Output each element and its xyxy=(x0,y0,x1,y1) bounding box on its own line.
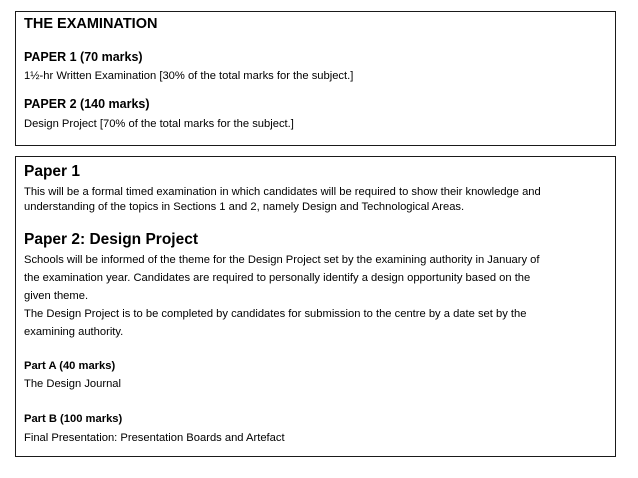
examination-summary-box xyxy=(15,11,616,146)
paper2-title: Paper 2: Design Project xyxy=(24,231,199,248)
paper1-text-line: This will be a formal timed examination in which candidates will be required to show their knowledge and xyxy=(24,186,541,198)
paper2-text-line: The Design Project is to be completed by candidates for submission to the centre by a date set by the xyxy=(24,308,527,320)
partA-text: The Design Journal xyxy=(24,378,122,390)
examination-details-box xyxy=(15,156,616,457)
paper2-heading: PAPER 2 (140 marks) xyxy=(24,97,150,111)
partB-text: Final Presentation: Presentation Boards and Artefact xyxy=(24,432,285,444)
paper1-heading: PAPER 1 (70 marks) xyxy=(24,50,143,64)
paper1-description: 1½-hr Written Examination [30% of the total marks for the subject.] xyxy=(24,70,354,82)
partB-heading: Part B (100 marks) xyxy=(24,413,123,425)
paper2-text-line: given theme. xyxy=(24,290,89,302)
paper2-text-line: the examination year. Candidates are required to personally identify a design opportunity based on the xyxy=(24,272,531,284)
paper2-text-line: examining authority. xyxy=(24,326,124,338)
paper2-text-line: Schools will be informed of the theme for the Design Project set by the examining authority in January of xyxy=(24,254,540,266)
examination-title: THE EXAMINATION xyxy=(24,16,158,32)
paper2-description: Design Project [70% of the total marks for the subject.] xyxy=(24,118,294,130)
paper1-title: Paper 1 xyxy=(24,163,81,180)
partA-heading: Part A (40 marks) xyxy=(24,360,116,372)
paper1-text-line: understanding of the topics in Sections 1 and 2, namely Design and Technological Areas. xyxy=(24,201,465,213)
